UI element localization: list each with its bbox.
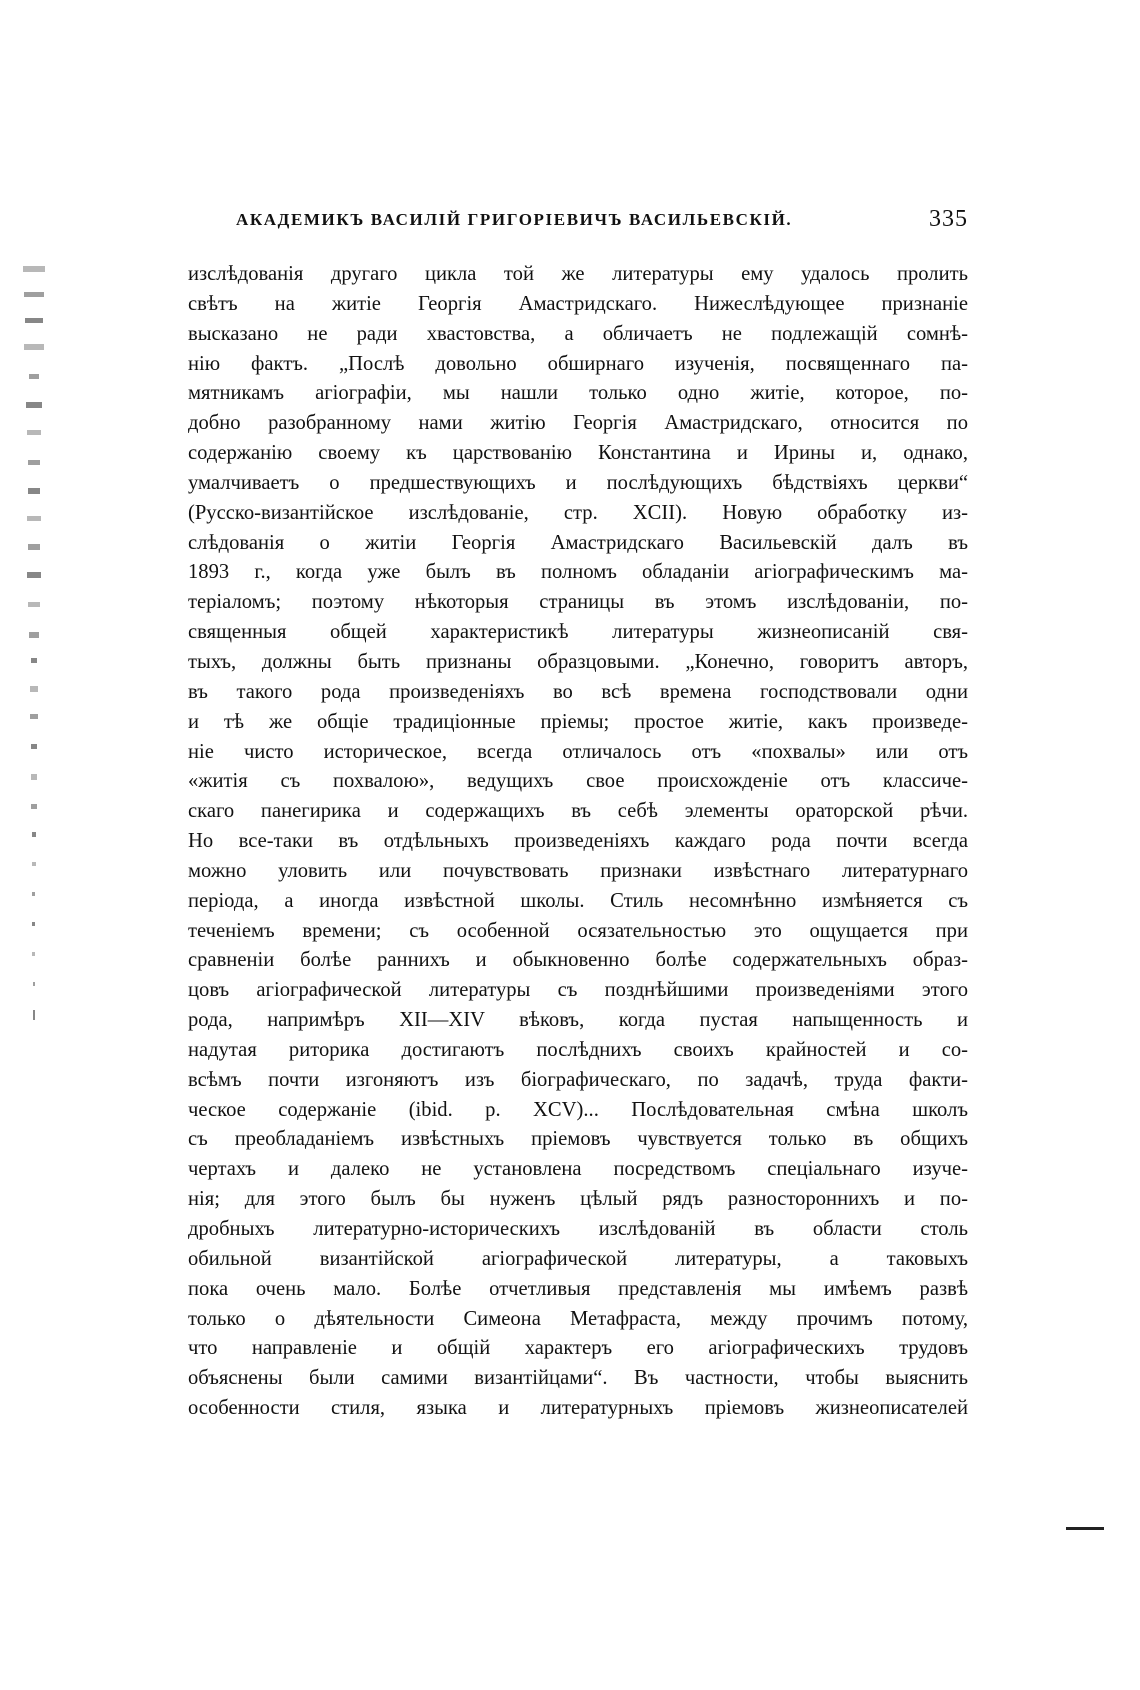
text-line: добно разобранному нами житію Георгія Амастридскаго, относится по (188, 412, 968, 435)
text-line: съ преобладаніемъ извѣстныхъ пріемовъ чувствуется только въ общихъ (188, 1128, 968, 1151)
bleed-mark (22, 628, 46, 644)
bleed-mark (22, 800, 46, 816)
text-line: чертахъ и далеко не установлена посредствомъ спеціальнаго изуче- (188, 1158, 968, 1181)
text-line: свѣтъ на житіе Георгія Амастридскаго. Нижеслѣдующее признаніе (188, 292, 968, 315)
text-line: «житія съ похвалою», ведущихъ свое происхожденіе отъ классиче- (188, 770, 968, 793)
bleed-mark (22, 858, 46, 874)
margin-bleed-through (22, 262, 48, 1092)
text-line: дробныхъ литературно-историческихъ изслѣдованій въ области столь (188, 1218, 968, 1240)
bleed-mark (22, 654, 46, 670)
text-line: тыхъ, должны быть признаны образцовыми. „Конечно, говоритъ авторъ, (188, 650, 968, 673)
text-line: изслѣдованія другаго цикла той же литературы ему удалось пролить (188, 263, 968, 285)
bleed-mark (22, 918, 46, 934)
text-line: ческое содержаніе (ibid. p. XCV)... Послѣдовательная смѣна школъ (188, 1098, 968, 1121)
bleed-mark (22, 340, 46, 356)
bleed-mark (22, 948, 46, 964)
bleed-mark (22, 682, 46, 698)
bleed-mark (22, 568, 46, 584)
text-line: цовъ агіографической литературы съ позднѣйшими произведеніями этого (188, 979, 968, 1002)
text-line: только о дѣятельности Симеона Метафраста, между прочимъ потому, (188, 1307, 968, 1330)
bleed-mark (22, 484, 46, 500)
bleed-mark (22, 512, 46, 528)
text-line: всѣмъ почти изгоняютъ изъ біографическаго, по задачѣ, труда факти- (188, 1068, 968, 1091)
text-line: объяснены были самими византійцами“. Въ частности, чтобы выяснить (188, 1367, 968, 1390)
bleed-mark (22, 262, 46, 278)
text-line: что направленіе и общій характеръ его агіографическихъ трудовъ (188, 1337, 968, 1360)
text-line: священныя общей характеристикѣ литературы жизнеописаній свя- (188, 621, 968, 644)
bleed-mark (22, 540, 46, 556)
text-line: обильной византійской агіографической литературы, а таковыхъ (188, 1247, 968, 1270)
bleed-mark (22, 1006, 46, 1022)
text-line: теченіемъ времени; съ особенной осязательностью это ощущается при (188, 919, 968, 942)
text-line: рода, напримѣръ XII—XIV вѣковъ, когда пустая напыщенность и (188, 1009, 968, 1032)
bleed-mark (22, 314, 46, 330)
running-head (188, 205, 968, 235)
text-line: мятникамъ агіографіи, мы нашли только одно житіе, которое, по- (188, 382, 968, 405)
text-line: и тѣ же общіе традиціонные пріемы; простое житіе, какъ произведе- (188, 710, 968, 733)
text-line: ніе чисто историческое, всегда отличалось отъ «похвалы» или отъ (188, 740, 968, 763)
bleed-mark (22, 978, 46, 994)
body-text (188, 260, 968, 1424)
text-line: можно уловить или почувствовать признаки извѣстнаго литературнаго (188, 859, 968, 882)
bleed-mark (22, 710, 46, 726)
edge-rule (1066, 1527, 1104, 1530)
text-line: умалчиваетъ о предшествующихъ и послѣдующихъ бѣдствіяхъ церкви“ (188, 471, 968, 494)
bleed-mark (22, 426, 46, 442)
bleed-mark (22, 598, 46, 614)
text-line: Но все-таки въ отдѣльныхъ произведеніяхъ каждаго рода почти всегда (188, 830, 968, 853)
text-line: надутая риторика достигаютъ послѣднихъ своихъ крайностей и со- (188, 1038, 968, 1061)
running-title: АКАДЕМИКЪ ВАСИЛІЙ ГРИГОРІЕВИЧЪ ВАСИЛЬЕВСКІЙ. (236, 210, 793, 229)
text-line: сравненіи болѣе раннихъ и обыкновенно болѣе содержательныхъ образ- (188, 949, 968, 972)
text-line: (Русско-византійское изслѣдованіе, стр. XCII). Новую обработку из- (188, 501, 968, 524)
text-line: теріаломъ; поэтому нѣкоторыя страницы въ этомъ изслѣдованіи, по- (188, 591, 968, 614)
bleed-mark (22, 398, 46, 414)
text-line: нія; для этого былъ бы нуженъ цѣлый рядъ разностороннихъ и по- (188, 1188, 968, 1211)
bleed-mark (22, 288, 46, 304)
bleed-mark (22, 770, 46, 786)
text-line: слѣдованія о житіи Георгія Амастридскаго Васильевскій далъ въ (188, 531, 968, 554)
page-number: 335 (929, 206, 968, 232)
bleed-mark (22, 888, 46, 904)
bleed-mark (22, 370, 46, 386)
text-line: пока очень мало. Болѣе отчетливыя представленія мы имѣемъ развѣ (188, 1277, 968, 1300)
text-line: нію фактъ. „Послѣ довольно обширнаго изученія, посвященнаго па- (188, 352, 968, 375)
text-line: высказано не ради хвастовства, а обличаетъ не подлежащій сомнѣ- (188, 322, 968, 345)
bleed-mark (22, 740, 46, 756)
bleed-mark (22, 828, 46, 844)
text-line: особенности стиля, языка и литературныхъ пріемовъ жизнеописателей (188, 1397, 968, 1420)
text-line: въ такого рода произведеніяхъ во всѣ времена господствовали одни (188, 680, 968, 703)
bleed-mark (22, 456, 46, 472)
text-line: содержанію своему къ царствованію Константина и Ирины и, однако, (188, 442, 968, 465)
text-line: скаго панегирика и содержащихъ въ себѣ элементы ораторской рѣчи. (188, 800, 968, 823)
text-line: 1893 г., когда уже былъ въ полномъ обладаніи агіографическимъ ма- (188, 561, 968, 584)
text-line: періода, а иногда извѣстной школы. Стиль несомнѣнно измѣняется съ (188, 889, 968, 912)
